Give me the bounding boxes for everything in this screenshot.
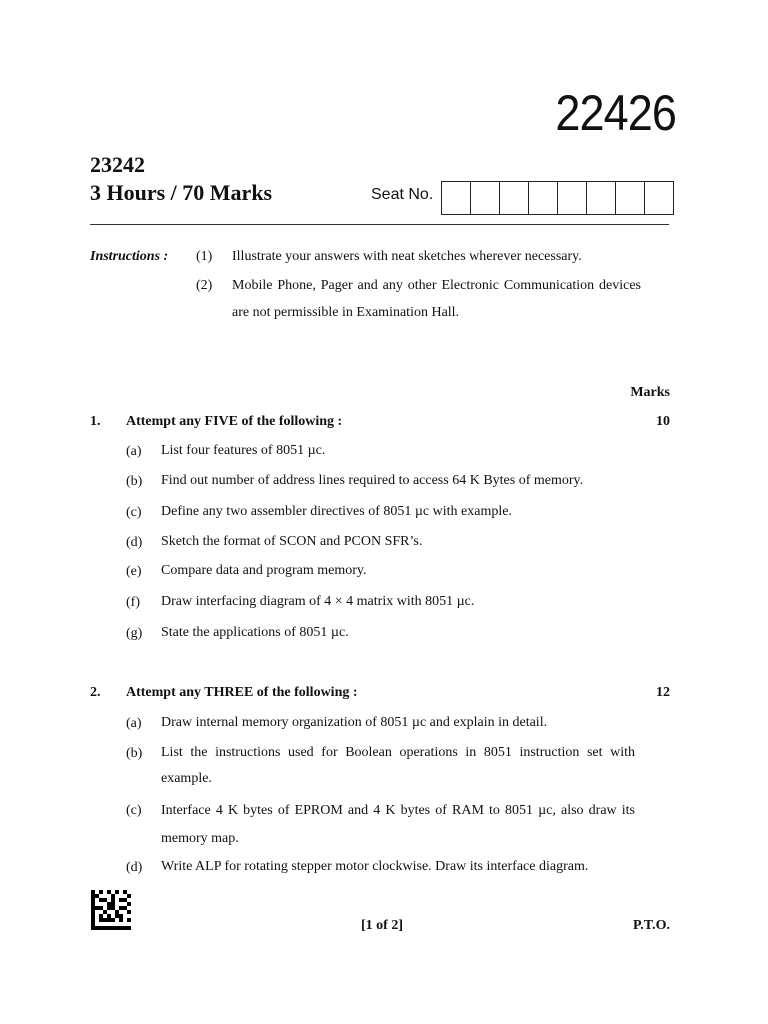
question-title: Attempt any FIVE of the following : (126, 414, 343, 429)
header-divider (90, 224, 669, 225)
part-text: Draw interfacing diagram of 4 × 4 matrix with 8051 µc. (161, 594, 475, 609)
seat-number-boxes (441, 181, 674, 215)
question-title: Attempt any THREE of the following : (126, 685, 358, 700)
part-text: List the instructions used for Boolean operations in 8051 instruction set with example. (161, 745, 635, 786)
part-label: (d) (126, 535, 143, 550)
part-text: Find out number of address lines required to access 64 K Bytes of memory. (161, 473, 584, 488)
part-text: Compare data and program memory. (161, 563, 367, 578)
instructions-label: Instructions : (90, 249, 169, 264)
part-text: Interface 4 K bytes of EPROM and 4 K bytes of RAM to 8051 µc, also draw its memory map. (161, 803, 635, 846)
question-marks: 10 (656, 414, 670, 429)
part-label: (f) (126, 595, 140, 610)
page-number: [1 of 2] (361, 918, 403, 933)
question-marks: 12 (656, 685, 670, 700)
part-label: (c) (126, 803, 142, 818)
seat-box (442, 182, 471, 214)
please-turn-over: P.T.O. (633, 918, 670, 933)
seat-box (587, 182, 616, 214)
part-label: (b) (126, 746, 143, 761)
seat-box (471, 182, 500, 214)
question-number: 2. (90, 685, 101, 700)
part-label: (b) (126, 474, 143, 489)
instruction-text: Illustrate your answers with neat sketches wherever necessary. (232, 249, 582, 264)
part-text: Write ALP for rotating stepper motor clockwise. Draw its interface diagram. (161, 859, 589, 874)
part-text: Define any two assembler directives of 8051 µc with example. (161, 504, 512, 519)
seat-box (645, 182, 674, 214)
seat-box (500, 182, 529, 214)
instruction-text: Mobile Phone, Pager and any other Electronic Communication devices are not permissible in Examination Hall. (232, 278, 641, 320)
subject-code: 23242 (90, 152, 145, 177)
question-number: 1. (90, 414, 101, 429)
seat-number-label: Seat No. (371, 186, 434, 203)
part-label: (d) (126, 860, 143, 875)
qr-code-icon (91, 890, 131, 930)
seat-box (558, 182, 587, 214)
part-text: Draw internal memory organization of 8051 µc and explain in detail. (161, 715, 548, 730)
part-label: (a) (126, 444, 142, 459)
part-label: (c) (126, 505, 142, 520)
instruction-number: (1) (196, 249, 213, 264)
part-label: (e) (126, 564, 142, 579)
part-text: Sketch the format of SCON and PCON SFR’s. (161, 534, 423, 549)
part-label: (g) (126, 626, 143, 641)
seat-box (529, 182, 558, 214)
seat-box (616, 182, 645, 214)
part-text: State the applications of 8051 µc. (161, 625, 349, 640)
part-label: (a) (126, 716, 142, 731)
paper-code: 22426 (555, 85, 676, 141)
marks-heading: Marks (630, 385, 670, 400)
exam-duration: 3 Hours / 70 Marks (90, 180, 273, 205)
part-text: List four features of 8051 µc. (161, 443, 326, 458)
instruction-number: (2) (196, 278, 213, 293)
